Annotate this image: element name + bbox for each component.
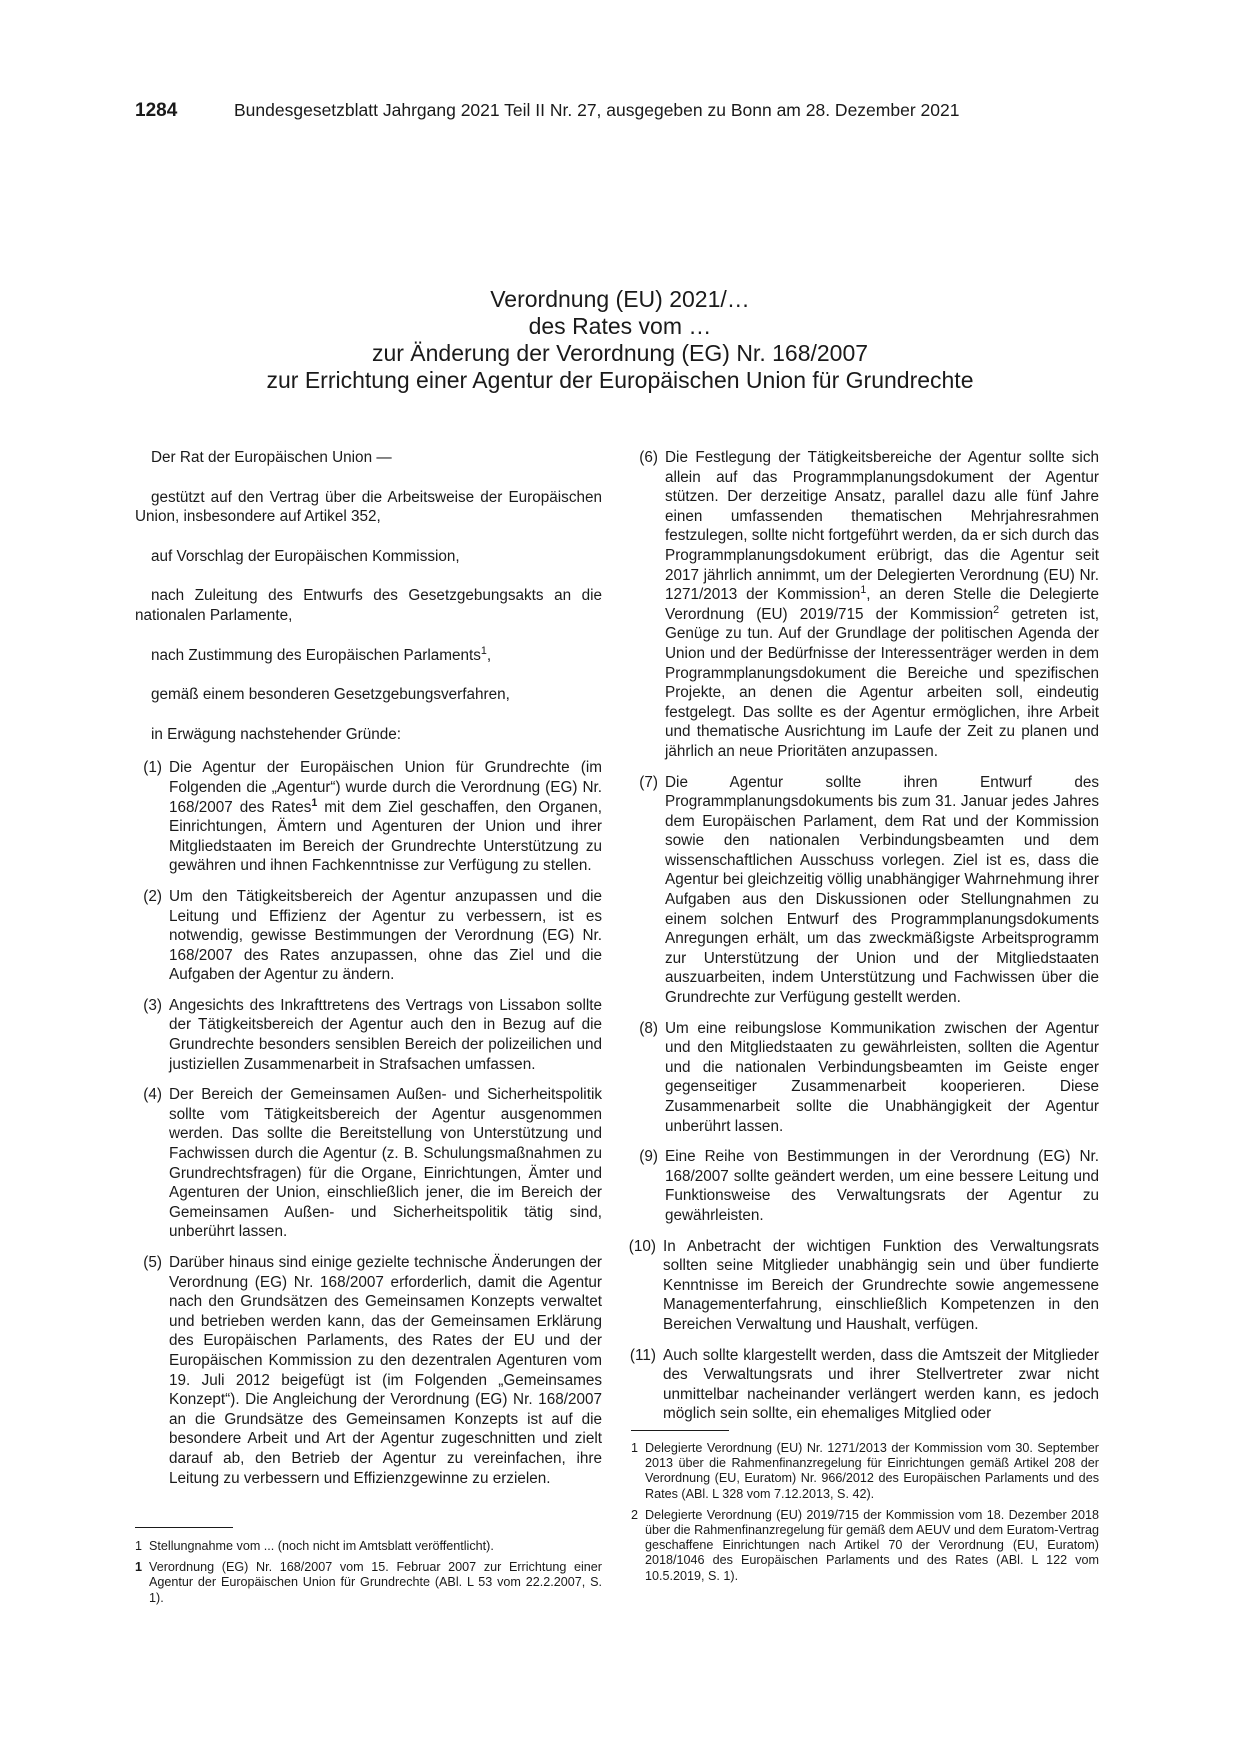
recital-text: Darüber hinaus sind einige gezielte technische Änderungen der Verordnung (EG) Nr. 168/2007 erforderlich, damit die Agentur nach den Grundsätzen des Gemeinsamen Konzepts verwaltet und betrieben werden kann, das der Gemeinsamen Erklärung des Europäischen Parlaments, des Rates der EU und der Europäischen Kommission zu den dezentralen Agenturen vom 19. Juli 2012 beigefügt ist (im Folgenden „Gemeinsames Konzept“). Die Angleichung der Verordnung (EG) Nr. 168/2007 an die Grundsätze des Gemeinsamen Konzepts ist auf die besondere Arbeit und Art der Agentur zugeschnitten und zielt darauf ab, den Betrieb der Agentur zu vereinfachen, ihre Leitung zu verbessern und Effizienzgewinne zu erzielen. bbox=[169, 1254, 602, 1487]
recital-number: (2) bbox=[143, 887, 162, 905]
footnote-ref: 1 bbox=[860, 584, 867, 597]
recital-7 bbox=[631, 773, 1099, 1008]
footnote-ref: 1 bbox=[311, 796, 318, 809]
recital-3 bbox=[135, 996, 602, 1074]
preamble-treaty: gestützt auf den Vertrag über die Arbeitsweise der Europäischen Union, insbesondere auf Artikel 352, bbox=[135, 488, 602, 526]
recital-11 bbox=[631, 1346, 1099, 1424]
recital-9 bbox=[631, 1147, 1099, 1225]
recital-text: Die Festlegung der Tätigkeitsbereiche der Agentur sollte sich allein auf das Programmplanungsdokument der Agentur stützen. Der derzeitige Ansatz, parallel dazu alle fünf Jahre einen umfassenden thematischen Mehrjahresrahmen festzulegen, sollte nicht fortgeführt werden, da er sich durch das Programmplanungsdokument erübrigt, das die Agentur seit 2017 jährlich annimmt, um der Delegierten Verordnung (EU) Nr. 1271/2013 der Kommission$^1$, an deren Stelle die Delegierte Verordnung (EU) 2019/715 der Kommission$^2$ getreten ist, Genüge zu tun. Auf der Grundlage der politischen Agenda der Union und der Bedürfnisse der Interessenträger werden in dem Programmplanungsdokument die Bereiche und spezifischen Projekte, an denen die Agentur arbeiten soll, eindeutig festgelegt. Das sollte es der Agentur ermöglichen, ihre Arbeit und thematische Ausrichtung im Laufe der Zeit zu planen und jährlich an neue Prioritäten anzupassen. bbox=[665, 449, 1099, 760]
footnote-separator bbox=[135, 1527, 233, 1528]
footnote bbox=[631, 1508, 1099, 1584]
recital-4 bbox=[135, 1085, 602, 1242]
recital-text: Die Agentur der Europäischen Union für Grundrechte (im Folgenden die „Agentur“) wurde durch die Verordnung (EG) Nr. 168/2007 des Rates$^1$ mit dem Ziel geschaffen, den Organen, Einrichtungen, Ämtern und Agenturen der Union und ihrer Mitgliedstaaten im Bereich der Grundrechte Unterstützung zu gewähren und ihnen Fachkenntnisse zur Verfügung zu stellen. bbox=[169, 759, 602, 875]
page-number: 1284 bbox=[135, 100, 178, 121]
running-head: Bundesgesetzblatt Jahrgang 2021 Teil II Nr. 27, ausgegeben zu Bonn am 28. Dezember 2021 bbox=[234, 100, 960, 120]
preamble bbox=[135, 448, 602, 744]
footnote bbox=[135, 1560, 602, 1606]
title-line-3: zur Änderung der Verordnung (EG) Nr. 168/2007 bbox=[371, 340, 869, 366]
recital-number: (5) bbox=[143, 1254, 162, 1271]
recital-text: Um eine reibungslose Kommunikation zwischen der Agentur und den Mitgliedstaaten zu gewährleisten, sollten die Agentur und die nationalen Verbindungsbeamten im Geiste enger gegenseitiger Zusammenarbeit kooperieren. Diese Zusammenarbeit sollte die Unabhängigkeit der Agentur unberührt lassen. bbox=[665, 1019, 1099, 1135]
footnote-ref: 1 bbox=[480, 644, 487, 657]
footnote-mark: 2 bbox=[631, 1507, 639, 1522]
footnote-text: Stellungnahme vom ... (noch nicht im Amtsblatt veröffentlicht). bbox=[149, 1539, 494, 1553]
footnote-mark: 1 bbox=[135, 1560, 143, 1575]
preamble-procedure: gemäß einem besonderen Gesetzgebungsverfahren, bbox=[151, 686, 510, 704]
footnote-mark: 1 bbox=[135, 1539, 143, 1553]
recital-number: (7) bbox=[639, 773, 658, 791]
recital-text: Um den Tätigkeitsbereich der Agentur anzupassen und die Leitung und Effizienz der Agentur zu verbessern, ist es notwendig, gewisse Bestimmungen der Verordnung (EG) Nr. 168/2007 des Rates anzupassen, ohne das Ziel und die Aufgaben der Agentur zu ändern. bbox=[169, 887, 602, 984]
recital-number: (11) bbox=[629, 1346, 656, 1364]
preamble-transmission: nach Zuleitung des Entwurfs des Gesetzgebungsakts an die nationalen Parlamente, bbox=[135, 587, 602, 624]
title-line-1: Verordnung (EU) 2021/… bbox=[490, 286, 750, 312]
footnote-separator bbox=[631, 1430, 729, 1431]
recital-6 bbox=[631, 448, 1099, 762]
document-title bbox=[135, 286, 1105, 394]
recital-2 bbox=[135, 887, 602, 985]
recital-1 bbox=[135, 758, 602, 876]
preamble-proposal: auf Vorschlag der Europäischen Kommission, bbox=[151, 547, 460, 565]
right-column bbox=[628, 448, 1099, 1435]
recital-number: (4) bbox=[143, 1086, 162, 1104]
page-header bbox=[135, 100, 1115, 124]
recital-number: (9) bbox=[639, 1148, 658, 1166]
footnote bbox=[135, 1539, 602, 1554]
footnote-text: Delegierte Verordnung (EU) 2019/715 der Kommission vom 18. Dezember 2018 über die Rahmenfinanzregelung für gemäß dem AEUV und dem Euratom-Vertrag geschaffene Einrichtungen nach Artikel 70 der Verordnung (EU, Euratom) 2018/1046 des Europäischen Parlaments und des Rates (ABl. L 122 vom 10.5.2019, S. 1). bbox=[645, 1507, 1099, 1583]
recital-text: Die Agentur sollte ihren Entwurf des Programmplanungsdokuments bis zum 31. Januar jedes Jahres dem Europäischen Parlament, dem Rat und der Kommission sowie den nationalen Verbindungsbeamten und dem wissenschaftlichen Ausschuss vorlegen. Ziel ist es, dass die Agentur bei gleichzeitig völlig unabhängiger Wahrnehmung ihrer Aufgaben aus den Diskussionen oder Stellungnahmen zu einem solchen Entwurf des Programmplanungsdokuments Anregungen erhält, um das zweckmäßigste Arbeitsprogramm zur Unterstützung der Union und der Mitgliedstaaten auszuarbeiten, indem Unterstützung und Fachwissen über die Grundrechte zur Verfügung gestellt werden. bbox=[665, 773, 1099, 1007]
footnotes-left bbox=[135, 1539, 602, 1612]
recital-text: In Anbetracht der wichtigen Funktion des Verwaltungsrats sollten seine Mitglieder unabhängig sein und über fundierte Kenntnisse im Bereich der Grundrechte sowie angemessene Managementerfahrung, einschließlich Kompetenzen in den Bereichen Verwaltung und Haushalt, verfügen. bbox=[663, 1237, 1099, 1333]
recital-text: Auch sollte klargestellt werden, dass die Amtszeit der Mitglieder des Verwaltungsrats und ihrer Stellvertreter zwar nicht unmittelbar nacheinander verlängert werden kann, es jedoch möglich sein sollte, ein ehemaliges Mitglied oder bbox=[663, 1346, 1099, 1423]
left-column bbox=[135, 448, 602, 1499]
recital-5 bbox=[135, 1253, 602, 1488]
recital-text: Angesichts des Inkrafttretens des Vertrags von Lissabon sollte der Tätigkeitsbereich der Agentur auch den in Bezug auf die Grundrechte besonders sensiblen Bereich der polizeilichen und justiziellen Zusammenarbeit in Strafsachen umfassen. bbox=[169, 996, 602, 1073]
title-line-4: zur Errichtung einer Agentur der Europäischen Union für Grundrechte bbox=[266, 367, 974, 393]
preamble-consent: nach Zustimmung des Europäischen Parlaments$^1$, bbox=[151, 644, 492, 664]
recital-number: (8) bbox=[639, 1019, 658, 1037]
footnote-text: Verordnung (EG) Nr. 168/2007 vom 15. Februar 2007 zur Errichtung einer Agentur der Europäischen Union für Grundrechte (ABl. L 53 vom 22.2.2007, S. 1). bbox=[149, 1560, 602, 1605]
preamble-whereas: in Erwägung nachstehender Gründe: bbox=[151, 725, 402, 743]
recital-8 bbox=[631, 1019, 1099, 1137]
preamble-council: Der Rat der Europäischen Union — bbox=[151, 449, 392, 466]
recital-number: (6) bbox=[639, 449, 658, 466]
footnote bbox=[631, 1441, 1099, 1502]
recital-number: (10) bbox=[628, 1237, 656, 1255]
recital-10 bbox=[628, 1237, 1099, 1335]
footnote-text: Delegierte Verordnung (EU) Nr. 1271/2013 der Kommission vom 30. September 2013 über die Rahmenfinanzregelung für Einrichtungen gemäß Artikel 208 der Verordnung (EU, Euratom) Nr. 966/2012 des Europäischen Parlaments und des Rates (ABl. L 328 vom 7.12.2013, S. 42). bbox=[645, 1441, 1099, 1501]
recital-text: Eine Reihe von Bestimmungen in der Verordnung (EG) Nr. 168/2007 sollte geändert werden, um eine bessere Leitung und Funktionsweise des Verwaltungsrats der Agentur zu gewährleisten. bbox=[665, 1148, 1099, 1224]
footnotes-right bbox=[631, 1441, 1099, 1590]
footnote-mark: 1 bbox=[631, 1441, 639, 1455]
title-line-2: des Rates vom … bbox=[528, 313, 712, 339]
footnote-ref: 2 bbox=[993, 603, 1000, 616]
recital-text: Der Bereich der Gemeinsamen Außen- und Sicherheitspolitik sollte vom Tätigkeitsbereich der Agentur ausgenommen werden. Das sollte die Bereitstellung von Unterstützung und Fachwissen durch die Agentur (z. B. Schulungsmaßnahmen zu Grundrechtsfragen) für die Organe, Einrichtungen, Ämter und Agenturen der Union, einschließlich jener, die im Bereich der Gemeinsamen Außen- und Sicherheitspolitik tätig sind, unberührt lassen. bbox=[169, 1086, 602, 1241]
recital-number: (1) bbox=[143, 759, 162, 777]
recital-number: (3) bbox=[143, 996, 162, 1014]
